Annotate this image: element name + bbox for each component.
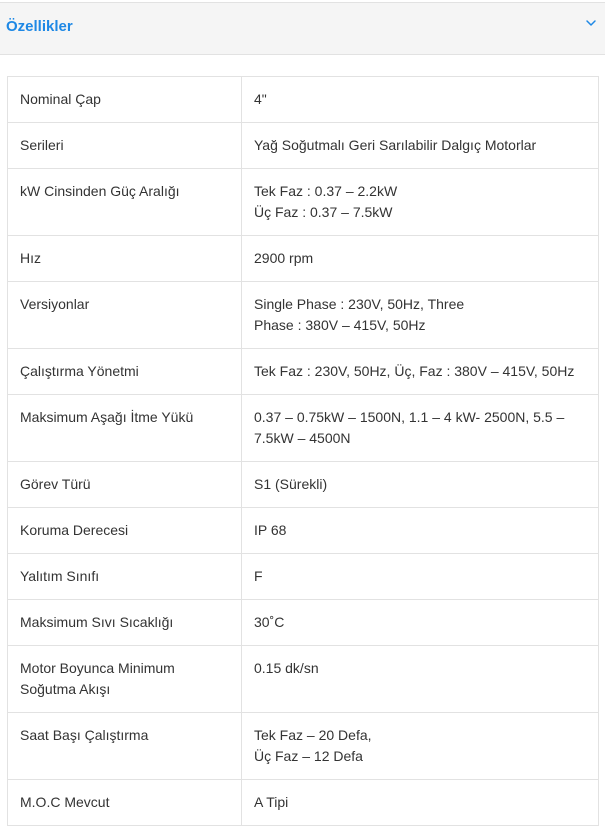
spec-value: IP 68 <box>254 522 287 538</box>
spec-value: Tek Faz : 230V, 50Hz, Üç, Faz : 380V – 415V, 50Hz <box>254 363 575 379</box>
spec-value: 4" <box>254 91 267 107</box>
spec-value-cell <box>242 282 599 349</box>
table-row <box>8 169 599 236</box>
spec-label-cell <box>8 169 242 236</box>
spec-value-cell <box>242 169 599 236</box>
table-row <box>8 462 599 508</box>
spec-value-cell <box>242 462 599 508</box>
table-row <box>8 395 599 462</box>
spec-label-cell <box>8 713 242 780</box>
spec-label: kW Cinsinden Güç Aralığı <box>20 183 180 199</box>
spec-label: Serileri <box>20 137 64 153</box>
spec-label: Çalıştırma Yönetmi <box>20 363 139 379</box>
spec-value-cell <box>242 646 599 713</box>
table-row <box>8 600 599 646</box>
spec-value: 0.37 – 0.75kW – 1500N, 1.1 – 4 kW- 2500N, 5.5 – <box>254 409 565 425</box>
spec-value: Single Phase : 230V, 50Hz, Three <box>254 296 465 312</box>
spec-label-cell <box>8 349 242 395</box>
spec-value: Üç Faz : 0.37 – 7.5kW <box>254 204 393 220</box>
spec-value: A Tipi <box>254 794 289 810</box>
spec-value-cell <box>242 77 599 123</box>
spec-label: Soğutma Akışı <box>20 681 111 697</box>
spec-value-cell <box>242 123 599 169</box>
spec-label: Saat Başı Çalıştırma <box>20 727 149 743</box>
table-row <box>8 713 599 780</box>
spec-label: Görev Türü <box>20 476 91 492</box>
spec-value-cell <box>242 554 599 600</box>
table-row <box>8 282 599 349</box>
table-row <box>8 554 599 600</box>
spec-value: Üç Faz – 12 Defa <box>254 748 363 764</box>
spec-label-cell <box>8 462 242 508</box>
spec-value: 7.5kW – 4500N <box>254 430 351 446</box>
spec-label-cell <box>8 646 242 713</box>
spec-value-cell <box>242 349 599 395</box>
chevron-down-icon[interactable] <box>585 17 597 29</box>
spec-value-cell <box>242 508 599 554</box>
spec-label: Hız <box>20 250 41 266</box>
spec-value: 0.15 dk/sn <box>254 660 319 676</box>
spec-value: F <box>254 568 263 584</box>
table-row <box>8 123 599 169</box>
spec-label: Maksimum Aşağı İtme Yükü <box>20 409 194 425</box>
spec-value: 30˚C <box>254 614 285 630</box>
spec-label-cell <box>8 236 242 282</box>
spec-label-cell <box>8 554 242 600</box>
specifications-table <box>7 76 599 826</box>
spec-value: Yağ Soğutmalı Geri Sarılabilir Dalgıç Motorlar <box>254 137 537 153</box>
table-row <box>8 780 599 826</box>
spec-label: Versiyonlar <box>20 296 90 312</box>
spec-value-cell <box>242 395 599 462</box>
spec-value-cell <box>242 713 599 780</box>
spec-value-cell <box>242 236 599 282</box>
spec-label: Motor Boyunca Minimum <box>20 660 175 676</box>
accordion-title: Özellikler <box>6 18 73 35</box>
spec-label-cell <box>8 780 242 826</box>
spec-value: Phase : 380V – 415V, 50Hz <box>254 317 426 333</box>
spec-value-cell <box>242 780 599 826</box>
table-row <box>8 349 599 395</box>
spec-value-cell <box>242 600 599 646</box>
spec-label-cell <box>8 282 242 349</box>
spec-label-cell <box>8 600 242 646</box>
accordion-header-ozellikler[interactable] <box>0 2 605 55</box>
table-row <box>8 77 599 123</box>
spec-value: Tek Faz : 0.37 – 2.2kW <box>254 183 398 199</box>
spec-value: Tek Faz – 20 Defa, <box>254 727 372 743</box>
table-row <box>8 508 599 554</box>
spec-label: Nominal Çap <box>20 91 101 107</box>
spec-label: Koruma Derecesi <box>20 522 129 538</box>
spec-label-cell <box>8 123 242 169</box>
spec-label: M.O.C Mevcut <box>20 794 110 810</box>
spec-label-cell <box>8 508 242 554</box>
table-row <box>8 236 599 282</box>
table-row <box>8 646 599 713</box>
spec-value: S1 (Sürekli) <box>254 476 328 492</box>
spec-label: Maksimum Sıvı Sıcaklığı <box>20 614 174 630</box>
spec-value: 2900 rpm <box>254 250 314 266</box>
spec-label-cell <box>8 395 242 462</box>
spec-label: Yalıtım Sınıfı <box>20 568 100 584</box>
spec-label-cell <box>8 77 242 123</box>
